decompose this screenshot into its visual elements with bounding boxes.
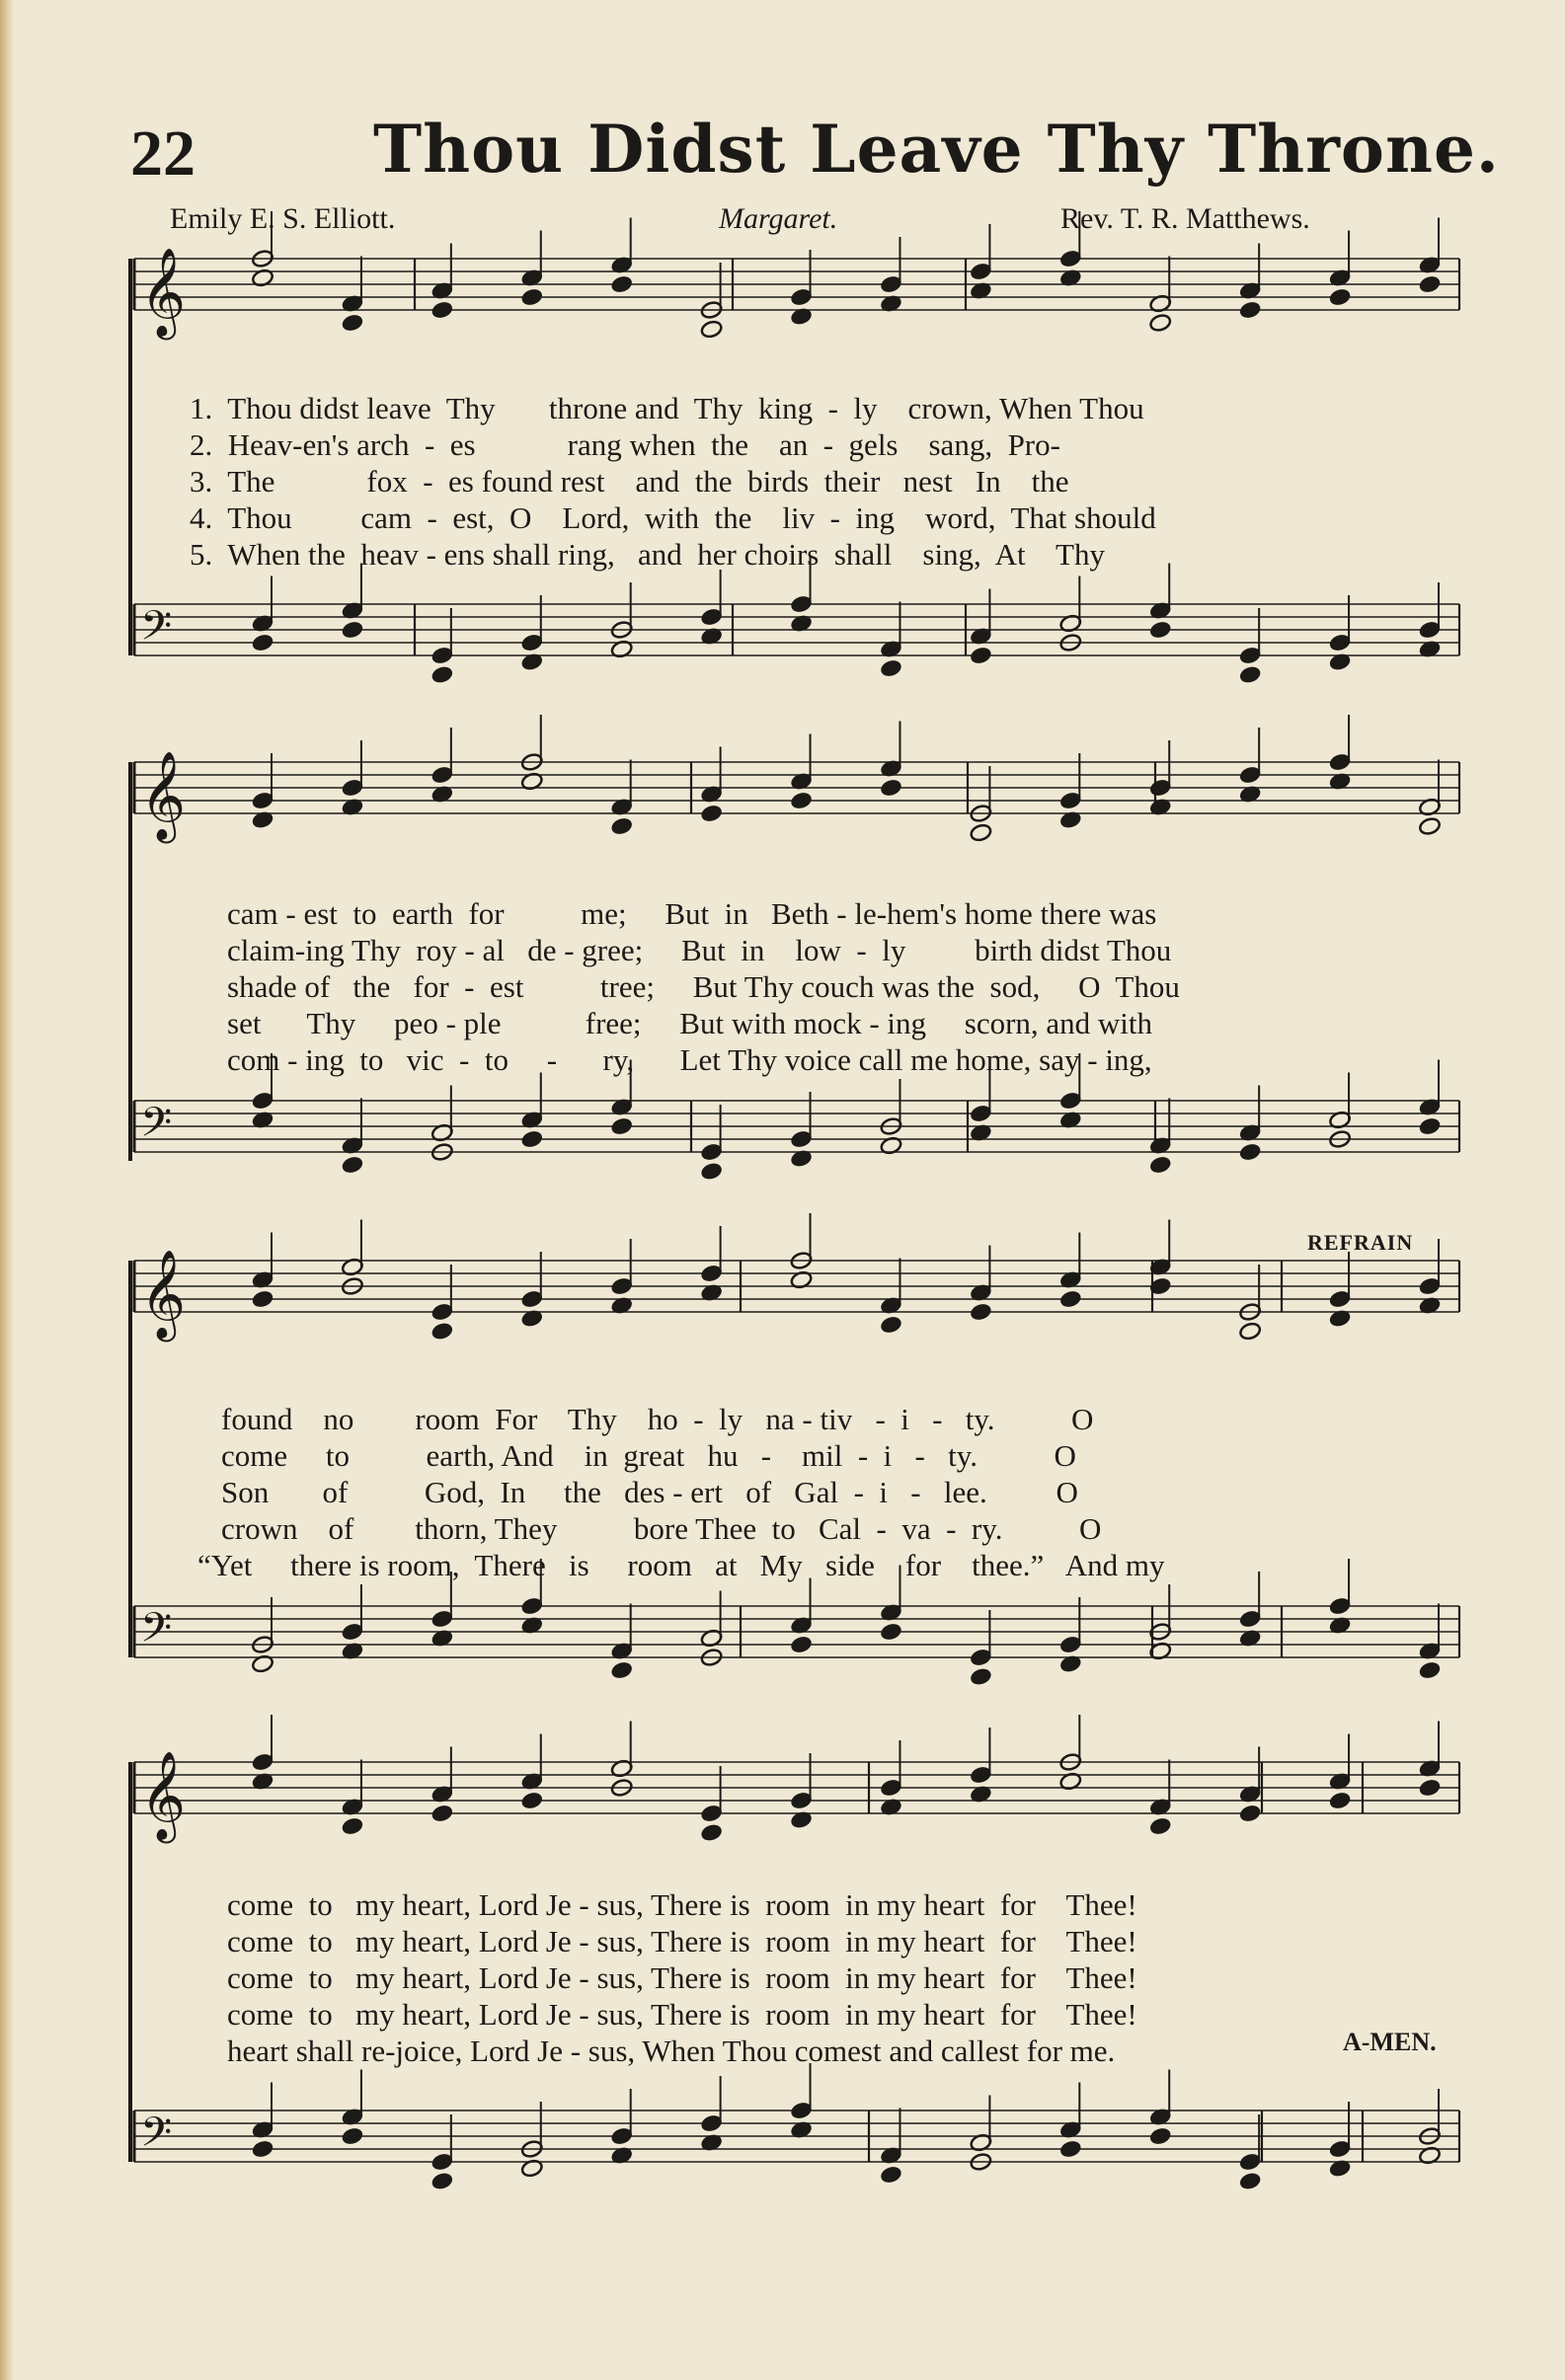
lyric-system4-verse3: come to my heart, Lord Je - sus, There is room in my heart for Thee!	[227, 1960, 1137, 1995]
bass-clef-icon: 𝄢	[140, 2109, 173, 2166]
note-head	[1418, 274, 1442, 294]
note-head	[251, 1289, 274, 1309]
note-head	[430, 2172, 454, 2191]
note-head	[1148, 313, 1172, 333]
note-head	[970, 823, 993, 843]
note-head	[1328, 1791, 1352, 1810]
note-head	[610, 1116, 634, 1136]
treble-clef-icon: 𝄞	[140, 751, 187, 840]
note-head	[880, 1315, 903, 1335]
hymn-title: Thou Didst Leave Thy Throne.	[373, 111, 1500, 188]
lyric-system1-verse5: 5. When the heav - ens shall ring, and her choirs shall sing, At Thy	[190, 537, 1105, 572]
lyric-system4-verse5: heart shall re-joice, Lord Je - sus, When Thou comest and callest for me.	[227, 2034, 1116, 2068]
note-head	[341, 2126, 364, 2146]
refrain-label: REFRAIN	[1307, 1230, 1414, 1255]
note-head	[970, 1302, 993, 1322]
note-head	[700, 804, 724, 823]
bass-clef-icon: 𝄢	[140, 602, 173, 659]
lyric-system2-verse4: set Thy peo - ple free; But with mock - ing scorn, and with	[227, 1006, 1153, 1040]
note-head	[1148, 2126, 1172, 2146]
note-head	[790, 1635, 814, 1654]
note-head	[1418, 1660, 1442, 1680]
note-head	[430, 1804, 454, 1823]
amen-label: A-MEN.	[1343, 2028, 1437, 2056]
note-head	[790, 791, 814, 810]
note-head	[520, 1129, 544, 1149]
note-head	[610, 274, 634, 294]
note-head	[251, 633, 274, 653]
lyric-system2-verse5: com - ing to vic - to - ry, Let Thy voice call me home, say - ing,	[227, 1042, 1152, 1077]
composer-credit: Rev. T. R. Matthews.	[1060, 202, 1310, 235]
lyric-system1-verse3: 3. The fox - es found rest and the birds their nest In the	[190, 464, 1069, 499]
lyric-system1-verse1: 1. Thou didst leave Thy throne and Thy king - ly crown, When Thou	[190, 391, 1144, 425]
note-head	[1148, 620, 1172, 640]
note-head	[341, 1816, 364, 1836]
note-head	[700, 1162, 724, 1182]
tune-name: Margaret.	[719, 202, 838, 235]
lyric-system3-verse2: come to earth, And in great hu - mil - i - ty. O	[221, 1438, 1076, 1473]
lyric-system2-verse1: cam - est to earth for me; But in Beth - le-hem's home there was	[227, 896, 1157, 931]
hymn-number: 22	[130, 117, 196, 190]
note-head	[251, 2139, 274, 2159]
bass-clef-icon: 𝄢	[140, 1099, 173, 1156]
lyric-system3-verse5: “Yet there is room, There is room at My side for thee.” And my	[197, 1548, 1165, 1582]
note-head	[1148, 1816, 1172, 1836]
note-head	[430, 300, 454, 320]
note-head	[1238, 1322, 1262, 1342]
treble-clef-icon: 𝄞	[140, 248, 187, 337]
note-head	[880, 2165, 903, 2185]
note-head	[1418, 1778, 1442, 1798]
treble-clef-icon: 𝄞	[140, 1751, 187, 1840]
note-head	[1238, 1804, 1262, 1823]
note-head	[1148, 1155, 1172, 1175]
lyric-system4-verse2: come to my heart, Lord Je - sus, There is room in my heart for Thee!	[227, 1924, 1137, 1958]
treble-clef-icon: 𝄞	[140, 1250, 187, 1339]
note-head	[1059, 1289, 1083, 1309]
note-head	[1418, 816, 1442, 836]
lyric-system3-verse4: crown of thorn, They bore Thee to Cal - va - ry. O	[221, 1511, 1102, 1546]
lyric-system3-verse1: found no room For Thy ho - ly na - tiv - i - ty. O	[221, 1402, 1094, 1436]
note-head	[520, 287, 544, 307]
note-head	[1328, 287, 1352, 307]
note-head	[1059, 2139, 1083, 2159]
note-head	[880, 658, 903, 678]
note-head	[970, 1667, 993, 1687]
author-credit: Emily E. S. Elliott.	[170, 202, 396, 235]
note-head	[430, 1322, 454, 1342]
note-head	[341, 620, 364, 640]
note-head	[610, 816, 634, 836]
note-head	[970, 646, 993, 665]
lyric-system4-verse1: come to my heart, Lord Je - sus, There is room in my heart for Thee!	[227, 1887, 1137, 1922]
note-head	[1238, 1142, 1262, 1162]
note-head	[700, 1823, 724, 1843]
bass-clef-icon: 𝄢	[140, 1604, 173, 1661]
note-head	[1238, 300, 1262, 320]
lyric-system2-verse3: shade of the for - est tree; But Thy couch was the sod, O Thou	[227, 969, 1180, 1004]
note-head	[341, 313, 364, 333]
note-head	[1238, 2172, 1262, 2191]
note-head	[1418, 1116, 1442, 1136]
note-head	[880, 778, 903, 798]
note-head	[341, 1155, 364, 1175]
note-head	[880, 1622, 903, 1642]
lyric-system4-verse4: come to my heart, Lord Je - sus, There is room in my heart for Thee!	[227, 1997, 1137, 2032]
lyric-system3-verse3: Son of God, In the des - ert of Gal - i - lee. O	[221, 1475, 1078, 1509]
note-head	[700, 320, 724, 340]
lyric-system1-verse2: 2. Heav-en's arch - es rang when the an - gels sang, Pro-	[190, 427, 1060, 462]
lyric-system1-verse4: 4. Thou cam - est, O Lord, with the liv - ing word, That should	[190, 500, 1156, 535]
note-head	[610, 1660, 634, 1680]
note-head	[430, 665, 454, 685]
note-head	[1238, 665, 1262, 685]
lyric-system2-verse2: claim-ing Thy roy - al de - gree; But in low - ly birth didst Thou	[227, 933, 1172, 967]
note-head	[520, 1791, 544, 1810]
